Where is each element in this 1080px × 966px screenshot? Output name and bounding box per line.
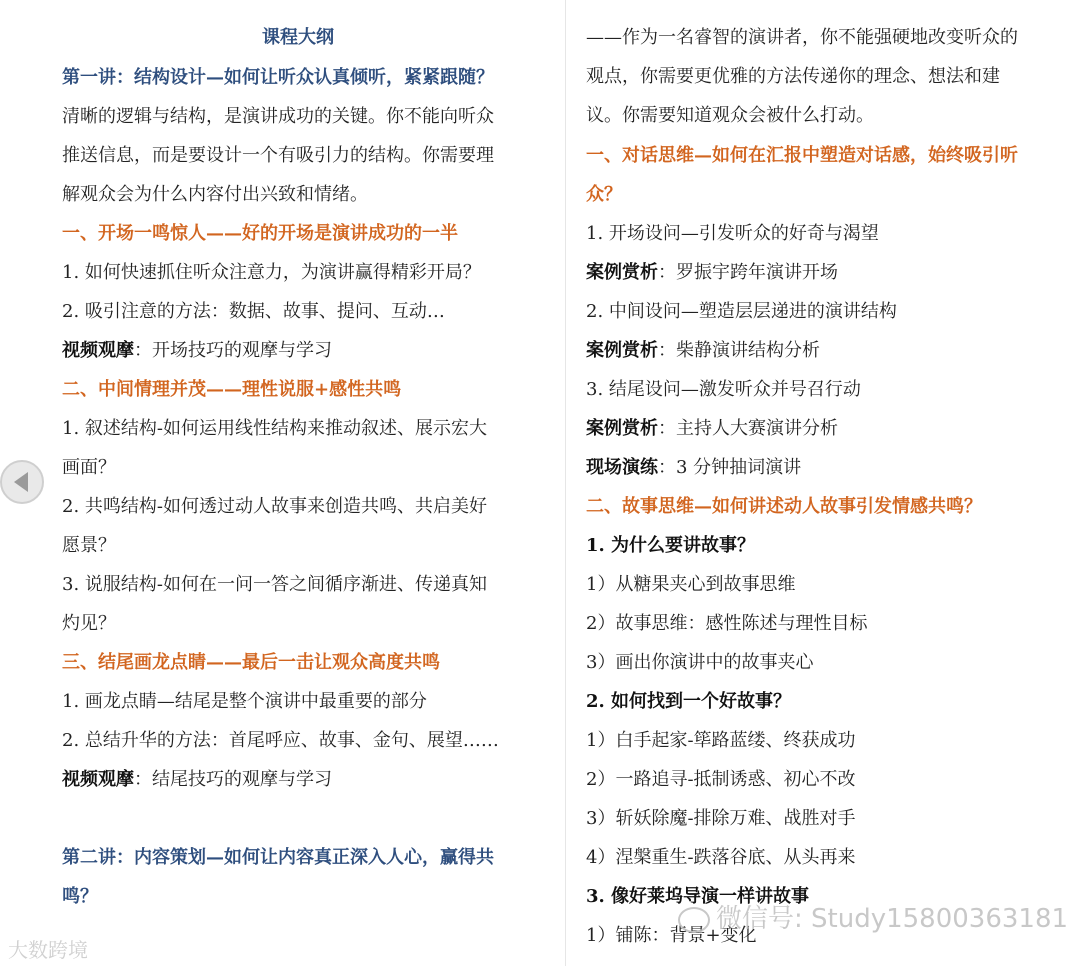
watermark-left	[8, 934, 88, 963]
case-text: ：主持人大赛演讲分析	[658, 418, 838, 439]
list-item: 2）故事思维：感性陈述与理性目标	[586, 613, 868, 634]
intro-line: 议。你需要知道观众会被什么打动。	[586, 105, 874, 126]
list-item: 3. 说服结构-如何在一问一答之间循序渐进、传递真知	[62, 574, 487, 595]
intro-line: ——作为一名睿智的演讲者，你不能强硬地改变听众的	[586, 27, 1018, 48]
video-observation-1	[62, 339, 332, 363]
video-text: ：结尾技巧的观摩与学习	[134, 769, 332, 790]
list-item: 1）铺陈：背景+变化	[586, 925, 757, 946]
intro-line: 推送信息，而是要设计一个有吸引力的结构。你需要理	[62, 145, 494, 166]
list-item: 2）一路追寻-抵制诱惑、初心不改	[586, 769, 856, 790]
list-item: 2. 共鸣结构-如何透过动人故事来创造共鸣、共启美好	[62, 496, 487, 517]
list-item: 愿景？	[62, 535, 116, 556]
section-opening-heading: 一、开场一鸣惊人——好的开场是演讲成功的一半	[62, 223, 458, 244]
column-divider	[565, 0, 566, 966]
section-ending-heading: 三、结尾画龙点睛——最后一击让观众高度共鸣	[62, 652, 440, 673]
list-item: 2. 中间设问—塑造层层递进的演讲结构	[586, 301, 897, 322]
case-label: 案例赏析	[586, 340, 658, 361]
video-observation-2	[62, 768, 332, 792]
video-text: ：开场技巧的观摩与学习	[134, 340, 332, 361]
wechat-icon	[678, 907, 710, 933]
intro-line: 解观众会为什么内容付出兴致和情绪。	[62, 184, 368, 205]
case-text: ：柴静演讲结构分析	[658, 340, 820, 361]
case-label: 案例赏析	[586, 418, 658, 439]
lecture-2-heading: 第二讲：内容策划—如何让内容真正深入人心，赢得共	[62, 847, 494, 868]
case-text: ：罗振宇跨年演讲开场	[658, 262, 838, 283]
watermark-left-text: 大数跨境	[8, 938, 88, 962]
video-label: 视频观摩	[62, 340, 134, 361]
list-item: 3）画出你演讲中的故事夹心	[586, 652, 814, 673]
case-study-3	[586, 417, 838, 441]
practice-label: 现场演练	[586, 457, 658, 478]
list-item: 2. 总结升华的方法：首尾呼应、故事、金句、展望……	[62, 730, 499, 751]
case-study-1	[586, 261, 838, 285]
practice-text: ：3 分钟抽词演讲	[658, 457, 802, 478]
list-item: 1）白手起家-筚路蓝缕、终获成功	[586, 730, 856, 751]
intro-line: 观点，你需要更优雅的方法传递你的理念、想法和建	[586, 66, 1000, 87]
section-dialogue-heading: 一、对话思维—如何在汇报中塑造对话感，始终吸引听	[586, 145, 1018, 166]
list-item: 1. 叙述结构-如何运用线性结构来推动叙述、展示宏大	[62, 418, 487, 439]
lecture-2-heading-cont: 鸣？	[62, 886, 98, 907]
watermark-right-text: 微信号: Study15800363181	[716, 904, 1069, 934]
list-item: 3）斩妖除魔-排除万难、战胜对手	[586, 808, 856, 829]
video-label: 视频观摩	[62, 769, 134, 790]
list-item: 1. 画龙点睛—结尾是整个演讲中最重要的部分	[62, 691, 427, 712]
list-item: 4）涅槃重生-跌落谷底、从头再来	[586, 847, 856, 868]
list-item: 2. 吸引注意的方法：数据、故事、提问、互动…	[62, 301, 445, 322]
case-label: 案例赏析	[586, 262, 658, 283]
list-item: 灼见？	[62, 613, 116, 634]
previous-page-arrow-icon[interactable]	[0, 460, 44, 504]
question-heading: 2. 如何找到一个好故事？	[586, 691, 792, 712]
watermark-right	[678, 898, 1068, 935]
outline-title: 课程大纲	[262, 27, 334, 48]
question-heading: 3. 像好莱坞导演一样讲故事	[586, 886, 810, 907]
intro-line: 清晰的逻辑与结构，是演讲成功的关键。你不能向听众	[62, 106, 494, 127]
lecture-1-heading: 第一讲：结构设计—如何让听众认真倾听，紧紧跟随？	[62, 67, 494, 88]
list-item: 1）从糖果夹心到故事思维	[586, 574, 796, 595]
list-item: 画面？	[62, 457, 116, 478]
section-middle-heading: 二、中间情理并茂——理性说服+感性共鸣	[62, 379, 402, 400]
list-item: 3. 结尾设问—激发听众并号召行动	[586, 379, 861, 400]
list-item: 1. 如何快速抓住听众注意力，为演讲赢得精彩开局？	[62, 262, 481, 283]
section-dialogue-heading-cont: 众？	[586, 184, 622, 205]
case-study-2	[586, 339, 820, 363]
section-story-heading: 二、故事思维—如何讲述动人故事引发情感共鸣？	[586, 496, 982, 517]
list-item: 1. 开场设问—引发听众的好奇与渴望	[586, 223, 879, 244]
practice-item	[586, 456, 801, 480]
question-heading: 1. 为什么要讲故事？	[586, 535, 756, 556]
